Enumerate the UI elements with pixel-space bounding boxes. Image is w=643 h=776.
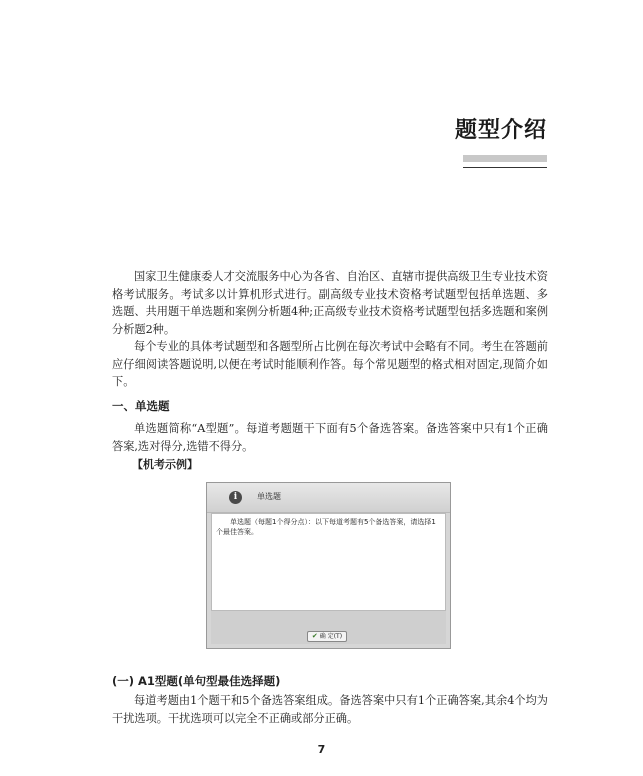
title-rule-thick [463,155,547,162]
ok-button[interactable] [307,631,347,642]
info-icon: i [229,491,242,504]
exam-dialog-screenshot [206,482,451,649]
example-label: 【机考示例】 [132,458,198,471]
dialog-title: 单选题 [257,492,281,501]
intro-paragraph-1: 国家卫生健康委人才交流服务中心为各省、自治区、直辖市提供高级卫生专业技术资格考试服务。考试多以计算机形式进行。副高级专业技术资格考试题型包括单选题、多选题、共用题干单选题和案例分析题4种;正高级专业技术资格考试题型包括多选题和案例分析题2种。 [112,270,549,336]
dialog-header [207,483,450,513]
intro-paragraph-2: 每个专业的具体考试题型和各题型所占比例在每次考试中会略有不同。考生在答题前应仔细阅读答题说明,以便在考试时能顺利作答。每个常见题型的格式相对固定,现简介如下。 [112,340,548,389]
dialog-body-text: 单选题（每题1个得分点）：以下每道考题有5个备选答案，请选择1个最佳答案。 [216,518,436,536]
dialog-body [211,513,446,611]
subsection-heading-a1: (一) A1型题(单句型最佳选择题) [112,674,281,688]
ok-button-label: 确 定(T) [319,633,343,640]
section-heading-single-choice: 一、单选题 [112,399,170,413]
title-rule-thin [463,167,547,168]
single-choice-paragraph: 单选题简称“A型题”。每道考题题干下面有5个备选答案。备选答案中只有1个正确答案,选对得分,选错不得分。 [112,422,548,453]
a1-paragraph: 每道考题由1个题干和5个备选答案组成。备选答案中只有1个正确答案,其余4个均为干扰选项。干扰选项可以完全不正确或部分正确。 [112,694,548,725]
page-number: 7 [317,743,326,756]
check-icon: ✔ [311,632,318,640]
page-title: 题型介绍 [454,118,547,143]
